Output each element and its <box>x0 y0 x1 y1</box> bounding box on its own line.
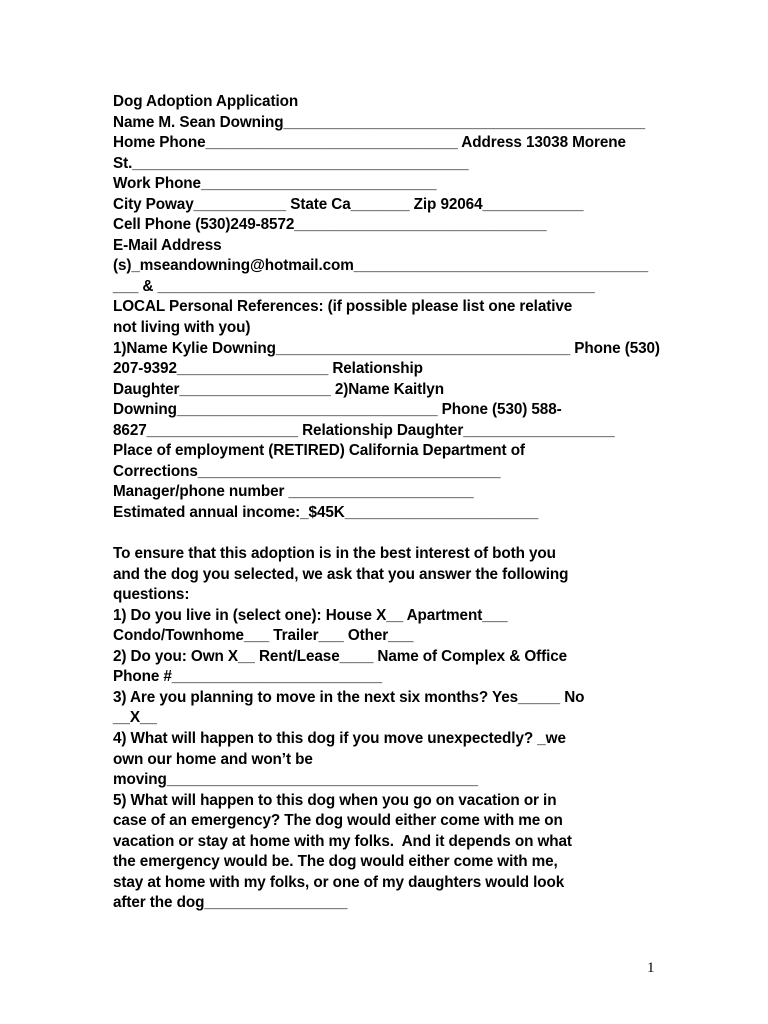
email-label: E-Mail Address <box>113 236 222 254</box>
reference-1-relationship-reference-2-name: Daughter__________________ 2)Name Kaitlyn <box>113 380 444 398</box>
reference-1-phone-relationship: 207-9392__________________ Relationship <box>113 360 423 378</box>
reference-2-phone-relationship: 8627__________________ Relationship Daughter__________________ <box>113 421 615 439</box>
city-state-zip-field: City Poway___________ State Ca_______ Zip 92064____________ <box>113 195 584 213</box>
question-5: 5) What will happen to this dog when you go on vacation or in <box>113 791 557 809</box>
question-4: 4) What will happen to this dog if you move unexpectedly? _we <box>113 729 566 747</box>
intro-paragraph-line-1: To ensure that this adoption is in the best interest of both you <box>113 545 556 563</box>
home-phone-address-field: Home Phone______________________________ Address 13038 Morene <box>113 134 626 152</box>
question-5-line-3: vacation or stay at home with my folks. And it depends on what <box>113 832 572 850</box>
address-continuation: St.________________________________________ <box>113 154 469 172</box>
cell-phone-field: Cell Phone (530)249-8572______________________________ <box>113 216 547 234</box>
references-heading: LOCAL Personal References: (if possible please list one relative <box>113 298 573 316</box>
intro-paragraph-line-2: and the dog you selected, we ask that you answer the following <box>113 565 569 583</box>
reference-2-name-phone: Downing_______________________________ Phone (530) 588- <box>113 401 562 419</box>
annual-income-field: Estimated annual income:_$45K_______________________ <box>113 503 539 521</box>
email-continuation: ___ & ____________________________________________________ <box>113 277 595 295</box>
question-4-continuation: own our home and won’t be <box>113 750 313 768</box>
question-5-line-4: the emergency would be. The dog would either come with me, <box>113 853 558 871</box>
question-5-line-6: after the dog_________________ <box>113 894 348 912</box>
email-value: (s)_mseandowning@hotmail.com___________________________________ <box>113 257 649 275</box>
question-5-line-2: case of an emergency? The dog would either come with me on <box>113 812 563 830</box>
question-3: 3) Are you planning to move in the next six months? Yes_____ No <box>113 688 585 706</box>
paragraph-gap <box>113 523 673 544</box>
document-title: Dog Adoption Application <box>113 93 299 110</box>
employment-field: Place of employment (RETIRED) California Department of <box>113 442 525 460</box>
manager-phone-field: Manager/phone number ______________________ <box>113 483 474 501</box>
question-1-continuation: Condo/Townhome___ Trailer___ Other___ <box>113 627 414 645</box>
references-heading-continuation: not living with you) <box>113 319 251 337</box>
applicant-name-field: Name M. Sean Downing___________________________________________ <box>113 113 646 131</box>
reference-1-name-phone: 1)Name Kylie Downing___________________________________ Phone (530) <box>113 339 660 357</box>
question-1: 1) Do you live in (select one): House X__ Apartment___ <box>113 606 508 624</box>
intro-paragraph-line-3: questions: <box>113 586 190 604</box>
question-2: 2) Do you: Own X__ Rent/Lease____ Name of Complex & Office <box>113 647 568 665</box>
question-4-answer-end: moving_____________________________________ <box>113 771 478 789</box>
document-page <box>113 92 673 914</box>
employment-continuation: Corrections____________________________________ <box>113 462 501 480</box>
question-3-answer: __X__ <box>113 709 157 727</box>
question-2-continuation: Phone #_________________________ <box>113 668 382 686</box>
question-5-line-5: stay at home with my folks, or one of my daughters would look <box>113 873 565 891</box>
page-number: 1 <box>647 960 655 976</box>
work-phone-field: Work Phone____________________________ <box>113 175 437 193</box>
